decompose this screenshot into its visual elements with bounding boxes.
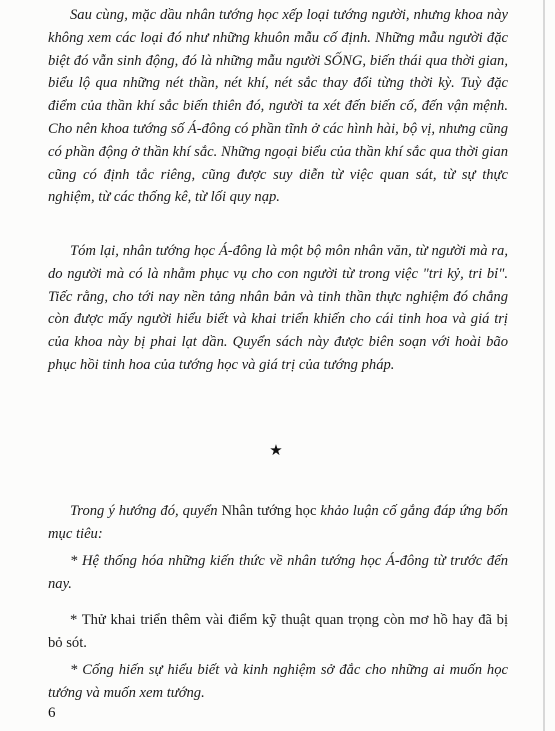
paragraph-3	[48, 500, 508, 546]
goal-item-2: * Thử khai triển thêm vài điểm kỹ thuật quan trọng còn mơ hồ hay đã bị bỏ sót.	[48, 612, 508, 651]
paragraph-2: Tóm lại, nhân tướng học Á-đông là một bộ môn nhân văn, từ người mà ra, do người mà có là nhằm phục vụ cho con người từ trong việc "tri kỷ, tri bỉ". Tiếc rằng, cho tới nay nền tảng nhân bản và tinh thần thực nghiệm đó chẳng còn được mấy người hiểu biết và khai triển khiến cho cái tinh hoa và giá trị của khoa này bị phai lạt dần. Quyển sách này được biên soạn với hoài bão phục hồi tinh hoa của tướng học và giá trị của tướng pháp.	[48, 243, 508, 373]
star-icon: ★	[269, 441, 283, 459]
paragraph-3-lead: Trong ý hướng đó, quyển	[70, 503, 222, 519]
page-edge	[543, 0, 545, 731]
goal-item-3: * Cống hiến sự hiểu biết và kinh nghiệm sở đắc cho những ai muốn học tướng và muốn xem tướng.	[48, 662, 508, 701]
goal-item-1: * Hệ thống hóa những kiến thức về nhân tướng học Á-đông từ trước đến nay.	[48, 553, 508, 592]
page-number: 6	[48, 705, 56, 721]
book-title: Nhân tướng học	[221, 503, 317, 519]
paragraph-1: Sau cùng, mặc dầu nhân tướng học xếp loại tướng người, nhưng khoa này không xem các loại đó như những khuôn mẫu cố định. Những mẫu người đặc biệt đó vẫn sinh động, đó là những mẫu người SỐNG, biến thái qua thời gian, biểu lộ qua những nét thần, nét khí, nét sắc thay đổi từng thời kỳ. Tuỳ đặc điểm của thần khí sắc biến thiên đó, người ta xét đến biến cố, đến vận mệnh. Cho nên khoa tướng số Á-đông có phần tĩnh ở các hình hài, bộ vị, nhưng cũng có phần động ở thần khí sắc. Những ngoại biểu của thần khí sắc qua thời gian cũng có định tắc riêng, cũng được suy diễn từ việc quan sát, từ sự thực nghiệm, từ các thống kê, từ lối quy nạp.	[48, 7, 508, 206]
paragraph-3-tail: khảo luận cố gắng đáp ứng bốn mục tiêu:	[48, 503, 508, 542]
